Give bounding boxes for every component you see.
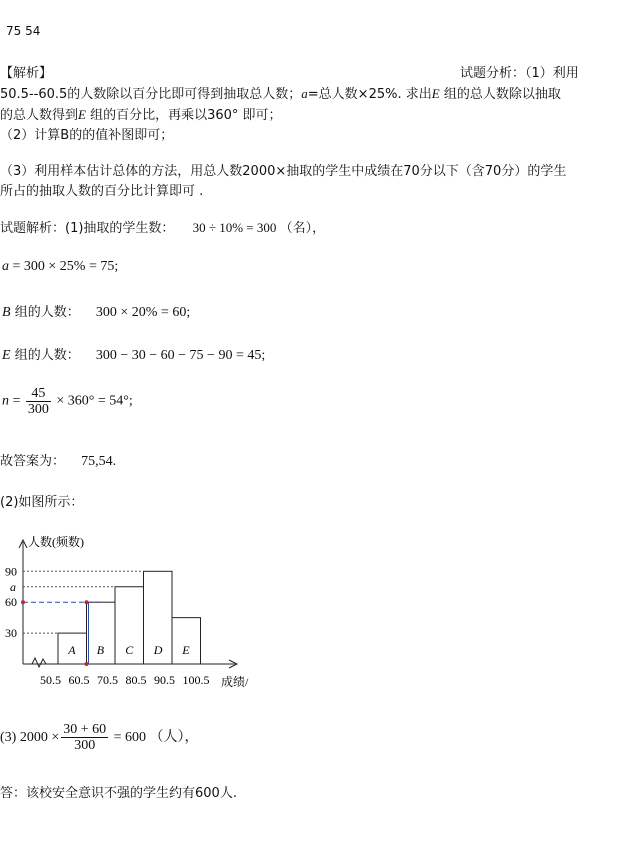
solution-intro-text: 试题解析：(1)抽取的学生数： bbox=[0, 221, 175, 236]
n-eq: = bbox=[9, 393, 24, 409]
y-tick-30: 30 bbox=[5, 626, 17, 641]
bar-label-E: E bbox=[182, 643, 190, 657]
x-tick-80.5: 80.5 bbox=[125, 673, 147, 687]
analysis-line3: （2）计算B的的值补图即可； bbox=[0, 128, 174, 143]
var-e: E bbox=[431, 86, 440, 101]
b-equation bbox=[2, 301, 190, 321]
x-tick-100.5: 100.5 bbox=[182, 673, 210, 687]
b-label: 组的人数： bbox=[14, 305, 80, 320]
bar-label-C: C bbox=[125, 643, 134, 657]
bar-E bbox=[172, 618, 201, 664]
a-expr: = 300 × 25% = 75; bbox=[9, 259, 119, 274]
analysis-line2 bbox=[0, 104, 282, 123]
part3-numerator: 30 + 60 bbox=[63, 722, 107, 737]
analysis-line2-text2: 组的百分比，再乘以360° 即可； bbox=[85, 108, 282, 123]
analysis-line5: 所占的抽取人数的百分比计算即可 . bbox=[0, 184, 204, 199]
b-expr: 300 × 20% = 60; bbox=[95, 305, 191, 320]
solution-intro-expr: 30 ÷ 10% = 300 （名）， bbox=[192, 220, 326, 235]
n-rest: × 360° = 54°; bbox=[52, 393, 133, 409]
n-numerator: 45 bbox=[26, 386, 51, 402]
x-tick-50.5: 50.5 bbox=[40, 673, 61, 687]
conclusion: 答：该校安全意识不强的学生约有600人. bbox=[0, 786, 237, 801]
y-tick-60: 60 bbox=[5, 595, 17, 610]
a-equation bbox=[2, 259, 118, 275]
var-a: a bbox=[301, 86, 308, 101]
var-a: a bbox=[2, 259, 9, 274]
analysis-line1-text2: =总人数×25%. 求出 bbox=[307, 87, 432, 102]
e-equation bbox=[2, 344, 265, 364]
analysis-line2-text: 的总人数得到 bbox=[0, 108, 79, 123]
solution-intro bbox=[0, 217, 325, 236]
y-tick-90: 90 bbox=[5, 564, 17, 579]
y-axis-label: 人数(频数) bbox=[28, 535, 84, 549]
bar-label-B: B bbox=[96, 643, 105, 657]
analysis-right-label: 试题分析：（1）利用 bbox=[460, 66, 579, 81]
histogram-content bbox=[5, 534, 249, 688]
var-e: E bbox=[78, 107, 86, 122]
part3-denominator: 300 bbox=[74, 738, 96, 753]
bar-label-A: A bbox=[68, 643, 76, 657]
y-tick-a: a bbox=[10, 579, 16, 594]
n-denominator: 300 bbox=[27, 402, 49, 417]
var-e: E bbox=[2, 348, 11, 363]
answer-line bbox=[0, 450, 116, 470]
analysis-line1 bbox=[0, 83, 561, 102]
var-n: n bbox=[2, 393, 9, 409]
analysis-line1-text3: 组的总人数除以抽取 bbox=[439, 87, 561, 102]
x-tick-90.5: 90.5 bbox=[154, 673, 175, 687]
analysis-line4: （3）利用样本估计总体的方法，用总人数2000×抽取的学生中成绩在70分以下（含70分）的学生 bbox=[0, 164, 567, 179]
analysis-heading: 【解析】 bbox=[0, 66, 53, 81]
answer-label: 故答案为： bbox=[0, 454, 66, 469]
point-bar-b-base bbox=[85, 662, 89, 666]
histogram bbox=[0, 528, 280, 688]
e-label: 组的人数： bbox=[14, 348, 80, 363]
x-tick-60.5: 60.5 bbox=[68, 673, 90, 687]
var-b: B bbox=[2, 305, 11, 320]
x-tick-70.5: 70.5 bbox=[97, 673, 118, 687]
e-expr: 300 − 30 − 60 − 75 − 90 = 45; bbox=[95, 348, 266, 363]
part3-equation bbox=[0, 722, 199, 753]
answer-value: 75,54. bbox=[81, 454, 117, 469]
bar-label-D: D bbox=[153, 643, 163, 657]
point-y60 bbox=[21, 600, 25, 604]
point-bar-b-top bbox=[85, 600, 89, 604]
part2-label: (2)如图所示： bbox=[0, 495, 84, 510]
analysis-line1-text: 50.5--60.5的人数除以百分比即可得到抽取总人数； bbox=[0, 87, 302, 102]
axis-break bbox=[32, 658, 46, 667]
part3-prefix: (3) 2000 × bbox=[0, 730, 60, 745]
part3-fraction bbox=[61, 722, 108, 753]
n-fraction bbox=[26, 386, 51, 417]
n-equation bbox=[2, 386, 133, 417]
part3-rest: = 600 （人）， bbox=[110, 730, 199, 745]
answer-top: 75 54 bbox=[6, 24, 41, 38]
x-axis-label: 成绩/ bbox=[221, 675, 249, 688]
